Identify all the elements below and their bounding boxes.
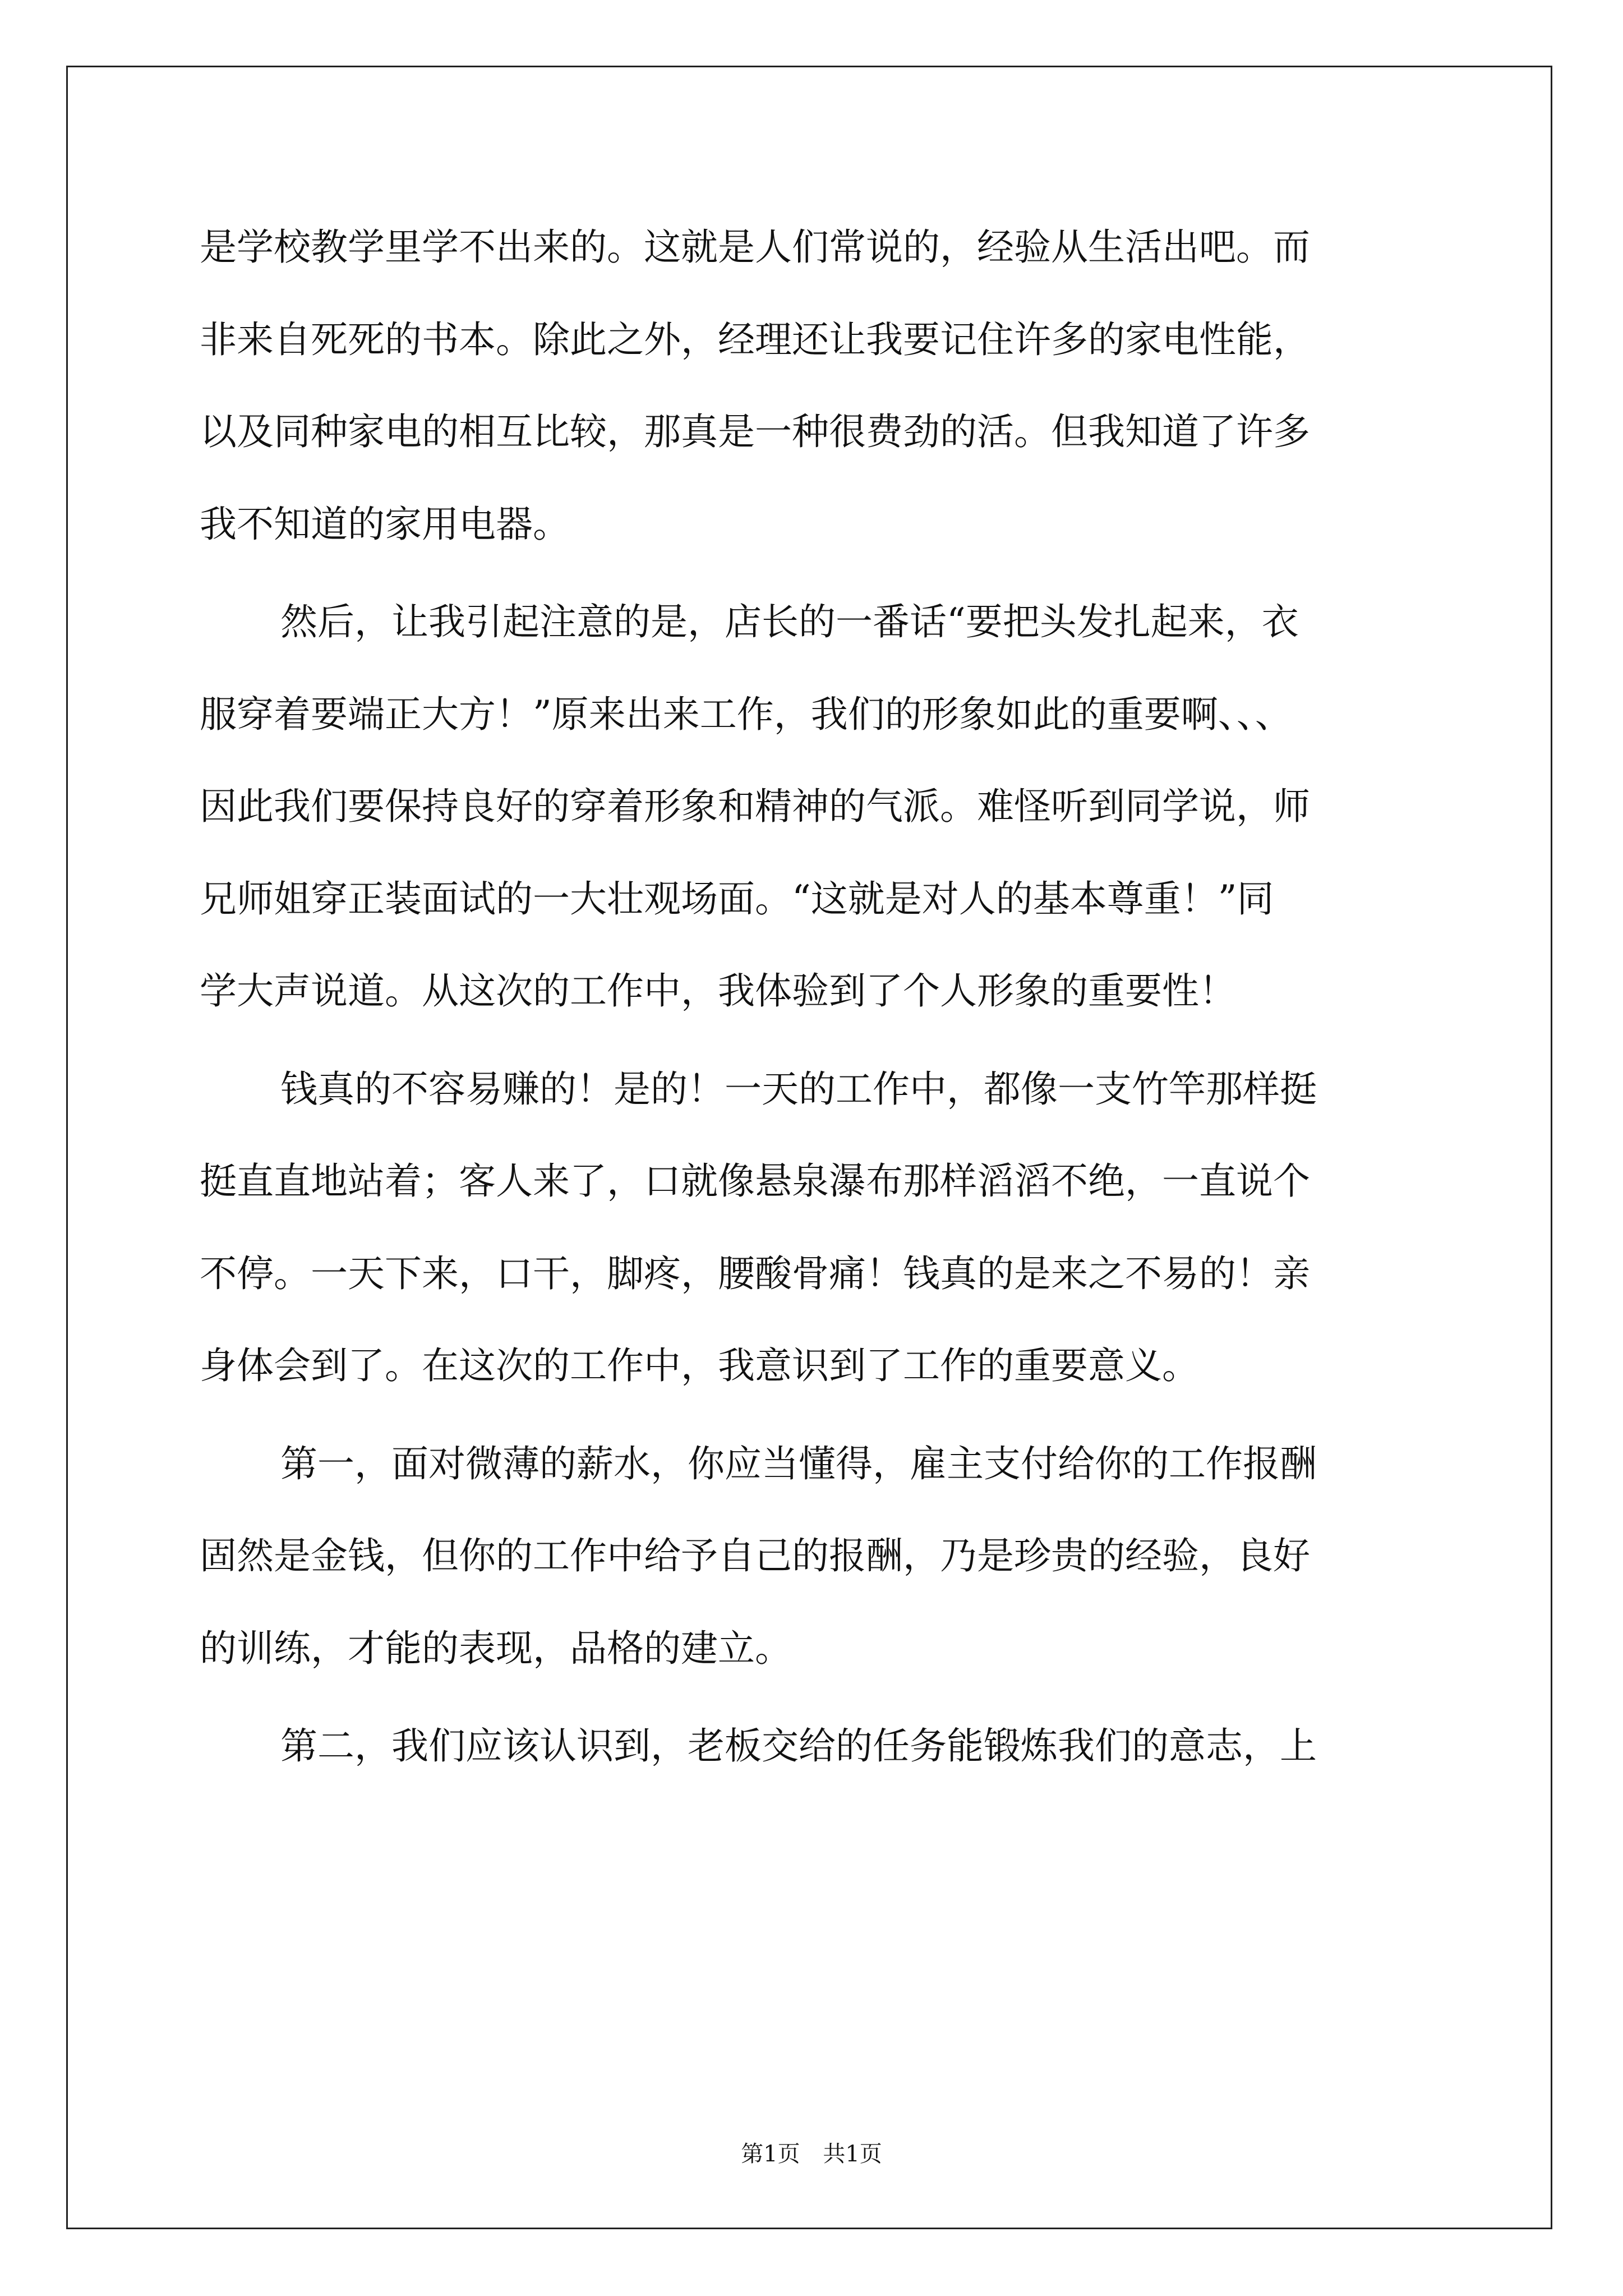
paragraph-start: 然后，让我引起注意的是，店长的一番话“要把头发扎起来，衣: [280, 600, 1299, 643]
paragraph-start: 钱真的不容易赚的！是的！一天的工作中，都像一支竹竿那样挺: [280, 1068, 1317, 1111]
page-number-current: 第1页: [741, 2141, 800, 2167]
page-border: [66, 66, 1552, 2229]
text-line: 我不知道的家用电器。: [200, 503, 570, 546]
text-line: 不停。一天下来，口干，脚疼，腰酸骨痛！钱真的是来之不易的！亲: [200, 1252, 1310, 1295]
page-footer: [0, 2143, 1623, 2165]
text-line: 身体会到了。在这次的工作中，我意识到了工作的重要意义。: [200, 1344, 1199, 1387]
text-line: 的训练，才能的表现，品格的建立。: [200, 1627, 792, 1670]
paragraph-start: 第一，面对微薄的薪水，你应当懂得，雇主支付给你的工作报酬: [280, 1442, 1317, 1485]
page-number-total: 共1页: [823, 2141, 882, 2167]
text-line: 非来自死死的书本。除此之外，经理还让我要记住许多的家电性能，: [200, 318, 1310, 361]
text-line: 固然是金钱，但你的工作中给予自己的报酬，乃是珍贵的经验，良好: [200, 1534, 1310, 1577]
paragraph-start: 第二，我们应该认识到，老板交给的任务能锻炼我们的意志，上: [280, 1724, 1317, 1768]
text-line: 以及同种家电的相互比较，那真是一种很费劲的活。但我知道了许多: [200, 410, 1310, 453]
text-line: 挺直直地站着；客人来了，口就像悬泉瀑布那样滔滔不绝，一直说个: [200, 1159, 1310, 1203]
text-line: 是学校教学里学不出来的。这就是人们常说的，经验从生活出吧。而: [200, 226, 1310, 269]
text-line: 因此我们要保持良好的穿着形象和精神的气派。难怪听到同学说，师: [200, 785, 1310, 828]
text-line: 学大声说道。从这次的工作中，我体验到了个人形象的重要性！: [200, 969, 1236, 1013]
text-line: 服穿着要端正大方！”原来出来工作，我们的形象如此的重要啊、、、: [200, 693, 1292, 736]
text-line: 兄师姐穿正装面试的一大壮观场面。“这就是对人的基本尊重！”同: [200, 877, 1274, 921]
